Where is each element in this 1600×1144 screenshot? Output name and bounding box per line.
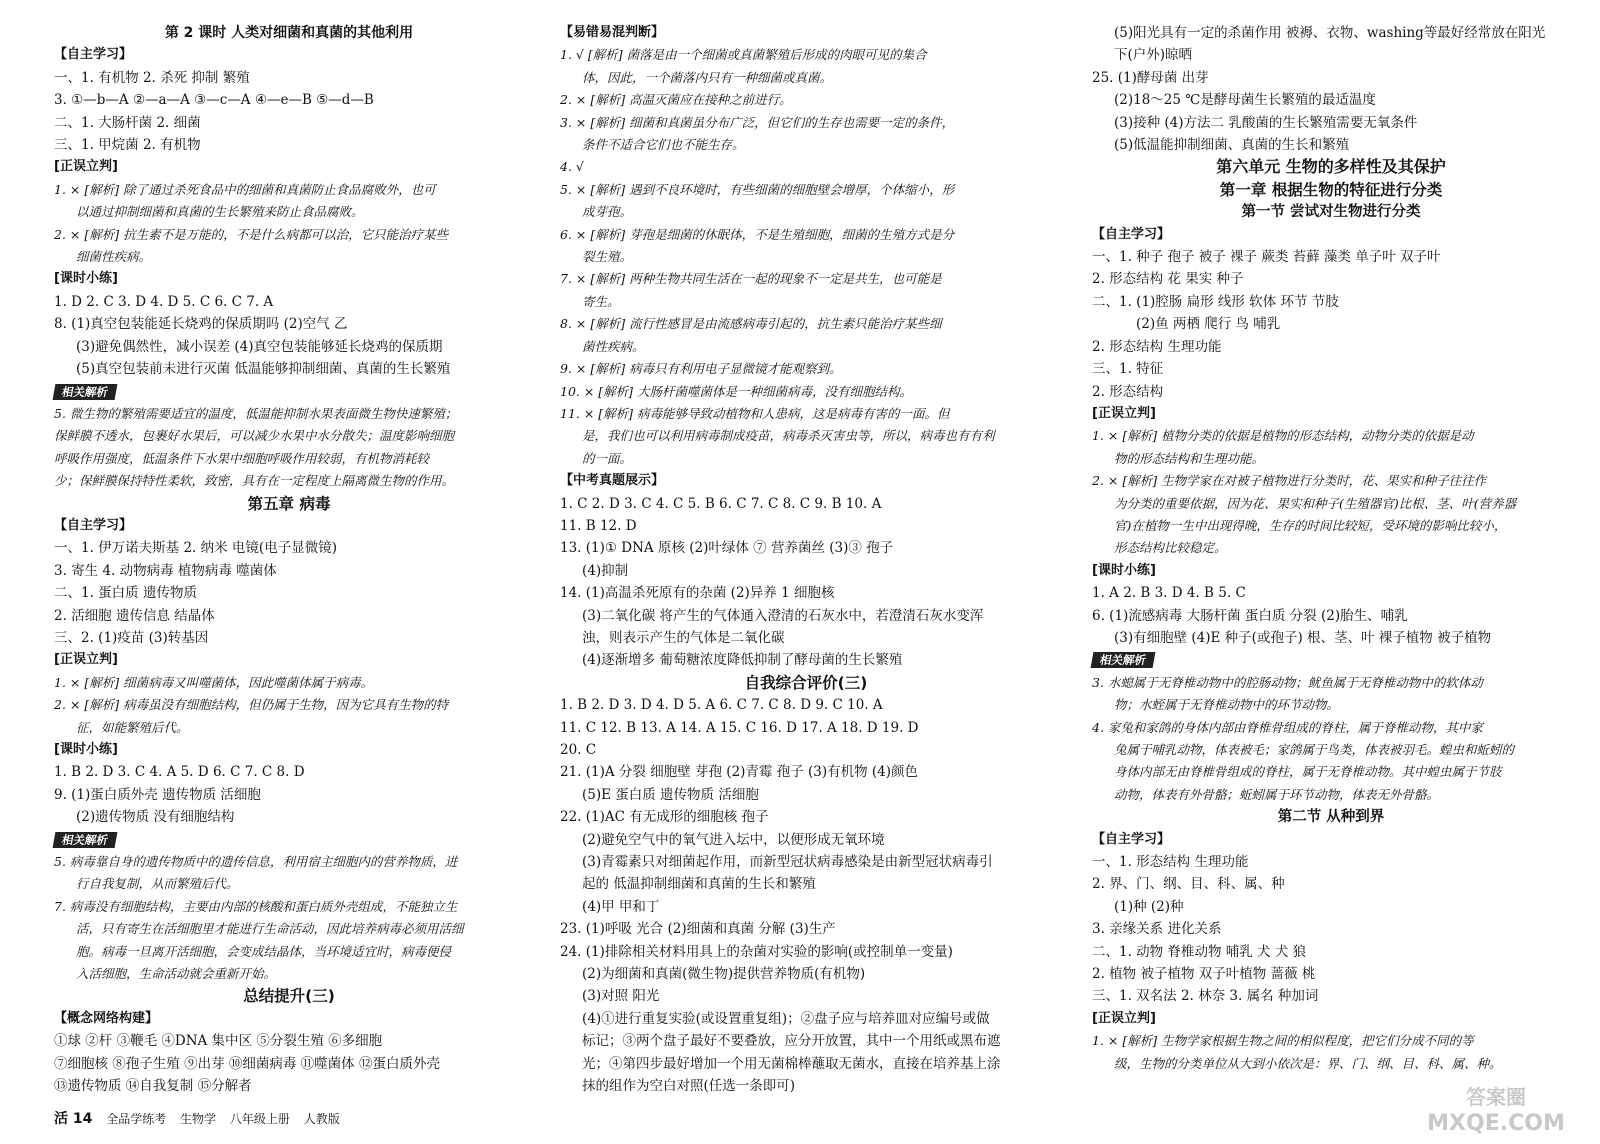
book-subject: 生物学 — [180, 1112, 217, 1126]
analysis-line: 1. √ [解析] 菌落是由一个细菌或真菌繁殖后形成的肉眼可见的集合 — [560, 47, 927, 63]
answer-line: 光；④第四步最好增加一个用无菌棉棒蘸取无菌水，直接在培养基上涂 — [582, 1055, 1001, 1072]
analysis-line: 7. × [解析] 两种生物共同生活在一起的现象不一定是共生，也可能是 — [560, 271, 942, 287]
analysis-line: 是，我们也可以利用病毒制成疫苗，病毒杀灭害虫等，所以，病毒也有有利 — [582, 428, 995, 444]
book-title: 全品学练考 — [106, 1112, 167, 1126]
analysis-line: 4. √ — [560, 159, 584, 175]
answer-line: 21. (1)A 分裂 细胞壁 芽孢 (2)青霉 孢子 (3)有机物 (4)颜色 — [560, 764, 919, 781]
answer-line: 二、1. 蛋白质 遗传物质 — [54, 585, 197, 602]
section-label: 【自主学习】 — [1092, 226, 1171, 242]
answer-line: (3)有细胞壁 (4)E 种子(或孢子) 根、茎、叶 裸子植物 被子植物 — [1114, 629, 1492, 646]
answer-line: 1. B 2. D 3. C 4. A 5. D 6. C 7. C 8. D — [54, 764, 305, 781]
answer-line: 标记；③两个盘子最好不要叠放，应分开放置，其中一个用纸或黑布遮 — [582, 1033, 1001, 1050]
section-label: [正误立判] — [1092, 405, 1156, 421]
analysis-line: 行自我复制，从而繁殖后代。 — [76, 876, 239, 892]
section-label: 【自主学习】 — [54, 47, 133, 63]
book-edition: 人教版 — [303, 1112, 340, 1126]
analysis-line: 1. × [解析] 除了通过杀死食品中的细菌和真菌防止食品腐败外，也可 — [54, 181, 436, 197]
analysis-line: 级，生物的分类单位从大到小依次是：界、门、纲、目、科、属、种。 — [1114, 1055, 1502, 1071]
column-left — [54, 22, 524, 1098]
answer-line: (4)甲 甲和丁 — [582, 898, 660, 915]
answer-line: 8. (1)真空包装能延长烧鸡的保质期吗 (2)空气 乙 — [54, 316, 348, 333]
answer-line: 14. (1)高温杀死原有的杂菌 (2)异养 1 细胞核 — [560, 585, 835, 602]
answer-line: 11. B 12. D — [560, 517, 637, 534]
chapter-title: 自我综合评价(三) — [744, 673, 868, 692]
answer-line: 2. 形态结构 生理功能 — [1092, 338, 1222, 355]
answer-line: ⑦细胞核 ⑧孢子生殖 ⑨出芽 ⑩细菌病毒 ⑪噬菌体 ⑫蛋白质外壳 — [54, 1055, 440, 1072]
answer-line: 23. (1)呼吸 光合 (2)细菌和真菌 分解 (3)生产 — [560, 921, 836, 938]
answer-line: 三、1. 特征 — [1092, 361, 1164, 378]
answer-line: 2. 形态结构 — [1092, 383, 1164, 400]
analysis-line: 入活细胞，生命活动就会重新开始。 — [76, 966, 277, 982]
analysis-line: 4. 家兔和家鸽的身体内部由脊椎骨组成的脊柱，属于脊椎动物，其中家 — [1092, 719, 1483, 735]
analysis-line: 3. × [解析] 细菌和真菌虽分布广泛，但它们的生存也需要一定的条件， — [560, 114, 955, 130]
analysis-line: 兔属于哺乳动物，体表被毛；家鸽属于鸟类，体表被羽毛。蝗虫和蚯蚓的 — [1114, 742, 1515, 757]
answer-line: 11. C 12. B 13. A 14. A 15. C 16. D 17. A 18. D 19. D — [560, 719, 919, 736]
analysis-line: 保鲜膜不透水，包裹好水果后，可以减少水果中水分散失；温度影响细胞 — [54, 428, 455, 444]
answer-line: (5)阳光具有一定的杀菌作用 被褥、衣物、washing等最好经常放在阳光 — [1114, 25, 1546, 41]
answer-line: 6. (1)流感病毒 大肠杆菌 蛋白质 分裂 (2)胎生、哺乳 — [1092, 607, 1408, 624]
answer-line: (3)二氧化碳 将产生的气体通入澄清的石灰水中，若澄清石灰水变浑 — [582, 607, 984, 624]
analysis-line: 5. × [解析] 遇到不良环境时，有些细菌的细胞壁会增厚，个体缩小，形 — [560, 181, 955, 197]
section-label: [正误立判] — [1092, 1010, 1156, 1026]
analysis-line: 10. × [解析] 大肠杆菌噬菌体是一种细菌病毒，没有细胞结构。 — [560, 383, 913, 399]
chapter-title: 第一章 根据生物的特征进行分类 — [1219, 180, 1443, 199]
section-label: [课时小练] — [54, 271, 118, 287]
analysis-line: 胞。病毒一旦离开活细胞，会变成结晶体，当环境适宜时，病毒便侵 — [76, 943, 452, 959]
answer-line: 一、1. 种子 孢子 被子 裸子 蕨类 苔藓 藻类 单子叶 双子叶 — [1092, 249, 1441, 266]
section-label: [正误立判] — [54, 652, 118, 668]
analysis-line: 的一面。 — [582, 450, 633, 466]
analysis-line: 官)在植物一生中出现得晚，生存的时间比较短，受环境的影响比较小， — [1114, 517, 1507, 533]
answer-line: 起的 低温抑制细菌和真菌的生长和繁殖 — [582, 876, 816, 893]
answer-line: 下(户外)晾晒 — [1114, 47, 1193, 64]
answer-line: (5)E 蛋白质 遗传物质 活细胞 — [582, 786, 759, 803]
section-label: [课时小练] — [54, 742, 118, 757]
section-title: 第二节 从种到界 — [1277, 809, 1385, 826]
analysis-line: 呼吸作用强度，低温条件下水果中细胞呼吸作用较弱，有机物消耗较 — [54, 450, 430, 466]
analysis-line: 2. × [解析] 抗生素不是万能的，不是什么病都可以治，它只能治疗某些 — [54, 226, 449, 242]
answer-line: 一、1. 形态结构 生理功能 — [1092, 854, 1249, 871]
analysis-line: 条件不适合它们也不能生存。 — [582, 137, 745, 153]
analysis-line: 5. 微生物的繁殖需要适宜的温度，低温能抑制水果表面微生物快速繁殖； — [54, 405, 458, 421]
answer-line: (2)18～25 ℃是酵母菌生长繁殖的最适温度 — [1114, 92, 1376, 109]
answer-line: (4)抑制 — [582, 562, 629, 579]
column-middle — [560, 22, 1052, 1098]
answer-line: 2. 界、门、纲、目、科、属、种 — [1092, 876, 1285, 893]
answer-line: 25. (1)酵母菌 出芽 — [1092, 69, 1209, 86]
related-analysis-tag-row — [54, 829, 524, 851]
analysis-line: 6. × [解析] 芽孢是细菌的休眠体，不是生殖细胞，细菌的生殖方式是分 — [560, 226, 955, 242]
unit-title: 第六单元 生物的多样性及其保护 — [1216, 157, 1446, 177]
analysis-line: 2. × [解析] 高温灭菌应在接种之前进行。 — [560, 92, 792, 108]
answer-line: 9. (1)蛋白质外壳 遗传物质 活细胞 — [54, 786, 261, 803]
answer-line: 3. 寄生 4. 动物病毒 植物病毒 噬菌体 — [54, 562, 277, 579]
answer-line: 22. (1)AC 有无成形的细胞核 孢子 — [560, 809, 769, 826]
analysis-line: 1. × [解析] 生物学家根据生物之间的相似程度，把它们分成不同的等 — [1092, 1033, 1474, 1049]
page-number: 活 14 — [54, 1111, 93, 1127]
answer-line: (3)青霉素只对细菌起作用，而新型冠状病毒感染是由新型冠状病毒引 — [582, 854, 993, 871]
answer-line: 抹的组作为空白对照(任选一条即可) — [582, 1078, 796, 1095]
section-title: 第一节 尝试对生物进行分类 — [1241, 204, 1421, 221]
analysis-line: 11. × [解析] 病毒能够导致动植物和人患病，这是病毒有害的一面。但 — [560, 405, 950, 421]
section-label: 【易错易混判断】 — [560, 25, 665, 40]
analysis-line: 为分类的重要依据，因为花、果实和种子(生殖器官)比根、茎、叶(营养器 — [1114, 495, 1517, 511]
analysis-line: 8. × [解析] 流行性感冒是由流感病毒引起的，抗生素只能治疗某些细 — [560, 316, 942, 332]
analysis-line: 少；保鲜膜保持特性柔软，致密，具有在一定程度上隔离微生物的作用。 — [54, 473, 455, 489]
analysis-line: 成芽孢。 — [582, 204, 633, 220]
answer-line: 三、2. (1)疫苗 (3)转基因 — [54, 629, 209, 646]
section-label: 【自主学习】 — [54, 517, 133, 533]
answer-line: (4)①进行重复实验(或设置重复组)；②盘子应与培养皿对应编号或做 — [582, 1010, 990, 1027]
chapter-title: 总结提升(三) — [243, 987, 335, 1006]
column-right — [1092, 22, 1570, 1075]
answer-line: (5)低温能抑制细菌、真菌的生长和繁殖 — [1114, 137, 1350, 154]
analysis-line: 细菌性疾病。 — [76, 249, 152, 265]
analysis-line: 9. × [解析] 病毒只有利用电子显微镜才能观察到。 — [560, 361, 842, 377]
analysis-line: 3. 水螅属于无脊椎动物中的腔肠动物；鱿鱼属于无脊椎动物中的软体动 — [1092, 674, 1483, 690]
analysis-line: 征，如能繁殖后代。 — [76, 719, 189, 735]
page-footer — [54, 1108, 340, 1130]
answer-line: 1. B 2. D 3. D 4. D 5. A 6. C 7. C 8. D 9. C 10. A — [560, 697, 883, 714]
answer-line: 二、1. 动物 脊椎动物 哺乳 犬 犬 狼 — [1092, 943, 1307, 960]
answer-line: (1)种 (2)种 — [1114, 898, 1184, 915]
analysis-line: 体，因此，一个菌落内只有一种细菌或真菌。 — [582, 69, 833, 85]
answer-line: 1. C 2. D 3. C 4. C 5. B 6. C 7. C 8. C 9. B 10. A — [560, 495, 882, 512]
answer-line: 3. 亲缘关系 进化关系 — [1092, 921, 1222, 938]
answer-line: 1. A 2. B 3. D 4. B 5. C — [1092, 585, 1246, 602]
answer-line: ①球 ②杆 ③鞭毛 ④DNA 集中区 ⑤分裂生殖 ⑥多细胞 — [54, 1033, 383, 1050]
answer-line: (3)对照 阳光 — [582, 988, 660, 1005]
answer-line: 20. C — [560, 742, 597, 758]
analysis-line: 5. 病毒靠自身的遗传物质中的遗传信息，利用宿主细胞内的营养物质，进 — [54, 854, 458, 870]
answer-line: (2)鱼 两栖 爬行 鸟 哺乳 — [1136, 316, 1281, 333]
analysis-line: 活，只有寄生在活细胞里才能进行生命活动，因此培养病毒必须用活细 — [76, 921, 464, 937]
answer-line: 二、1. 大肠杆菌 2. 细菌 — [54, 114, 201, 131]
answer-line: (2)遗传物质 没有细胞结构 — [76, 809, 235, 826]
watermark-line1: 答案圈 — [1466, 1085, 1526, 1109]
answer-line: (3)避免偶然性，减小误差 (4)真空包装能够延长烧鸡的保质期 — [76, 338, 443, 355]
chapter-title: 第五章 病毒 — [247, 494, 331, 513]
answer-line: 3. ①—b—A ②—a—A ③—c—A ④—e—B ⑤—d—B — [54, 92, 374, 109]
analysis-line: 以通过抑制细菌和真菌的生长繁殖来防止食品腐败。 — [76, 204, 364, 220]
related-analysis-tag: 相关解析 — [53, 384, 118, 400]
analysis-line: 菌性疾病。 — [582, 338, 645, 354]
answer-line: 24. (1)排除相关材料用具上的杂菌对实验的影响(或控制单一变量) — [560, 943, 953, 960]
answer-line: 2. 形态结构 花 果实 种子 — [1092, 271, 1244, 288]
related-analysis-tag-row — [54, 381, 524, 403]
related-analysis-tag: 相关解析 — [1091, 652, 1156, 668]
answer-line: 13. (1)① DNA 原核 (2)叶绿体 ⑦ 营养菌丝 (3)③ 孢子 — [560, 540, 894, 557]
answer-line: 2. 活细胞 遗传信息 结晶体 — [54, 607, 215, 624]
analysis-line: 物；水蛭属于无脊椎动物中的环节动物。 — [1114, 697, 1340, 713]
section-label: [正误立判] — [54, 159, 118, 175]
answer-line: (3)接种 (4)方法二 乳酸菌的生长繁殖需要无氧条件 — [1114, 114, 1418, 131]
answer-line: 一、1. 有机物 2. 杀死 抑制 繁殖 — [54, 69, 250, 86]
related-analysis-tag: 相关解析 — [53, 832, 118, 848]
lesson-title: 第 2 课时 人类对细菌和真菌的其他利用 — [164, 25, 414, 41]
analysis-line: 寄生。 — [582, 293, 620, 309]
answer-line: (5)真空包装前未进行灭菌 低温能够抑制细菌、真菌的生长繁殖 — [76, 361, 451, 378]
analysis-line: 2. × [解析] 病毒虽没有细胞结构，但仍属于生物，因为它具有生物的特 — [54, 697, 449, 713]
answer-line: 三、1. 双名法 2. 林奈 3. 属名 种加词 — [1092, 988, 1319, 1005]
answer-line: 一、1. 伊万诺夫斯基 2. 纳米 电镜(电子显微镜) — [54, 540, 337, 557]
answer-line: 二、1. (1)腔肠 扁形 线形 软体 环节 节肢 — [1092, 293, 1339, 310]
watermark-line2: MXQE.COM — [1427, 1111, 1565, 1136]
analysis-line: 形态结构比较稳定。 — [1114, 540, 1227, 556]
answer-line: 1. D 2. C 3. D 4. D 5. C 6. C 7. A — [54, 293, 274, 310]
section-label: 【概念网络构建】 — [54, 1010, 159, 1026]
answer-line: ⑬遗传物质 ⑭自我复制 ⑮分解者 — [54, 1078, 252, 1095]
answer-line: (2)避免空气中的氧气进入坛中，以便形成无氧环境 — [582, 831, 885, 848]
analysis-line: 裂生殖。 — [582, 249, 633, 265]
section-label: [课时小练] — [1092, 562, 1156, 578]
answer-line: (2)为细菌和真菌(微生物)提供营养物质(有机物) — [582, 966, 866, 983]
section-label: 【自主学习】 — [1092, 831, 1171, 847]
answer-line: 三、1. 甲烷菌 2. 有机物 — [54, 137, 201, 154]
analysis-line: 动物，体表有外骨骼；蚯蚓属于环节动物，体表无外骨骼。 — [1114, 786, 1440, 802]
analysis-line: 物的形态结构和生理功能。 — [1114, 450, 1265, 466]
analysis-line: 身体内部无由脊椎骨组成的脊柱，属于无脊椎动物。其中蝗虫属于节肢 — [1114, 764, 1502, 780]
analysis-line: 1. × [解析] 细菌病毒又叫噬菌体，因此噬菌体属于病毒。 — [54, 674, 374, 690]
analysis-line: 2. × [解析] 生物学家在对被子植物进行分类时，花、果实和种子往往作 — [1092, 473, 1487, 489]
book-grade: 八年级上册 — [229, 1112, 290, 1126]
answer-line: (4)逐渐增多 葡萄糖浓度降低抑制了酵母菌的生长繁殖 — [582, 652, 903, 669]
analysis-line: 7. 病毒没有细胞结构，主要由内部的核酸和蛋白质外壳组成，不能独立生 — [54, 898, 458, 914]
analysis-line: 1. × [解析] 植物分类的依据是植物的形态结构，动物分类的依据是动 — [1092, 428, 1474, 444]
watermark-logo — [1404, 1078, 1584, 1138]
answer-line: 2. 植物 被子植物 双子叶植物 蔷薇 桃 — [1092, 966, 1316, 983]
related-analysis-tag-row — [1092, 649, 1570, 671]
section-label: 【中考真题展示】 — [560, 473, 665, 489]
answer-line: 浊，则表示产生的气体是二氧化碳 — [582, 629, 785, 646]
